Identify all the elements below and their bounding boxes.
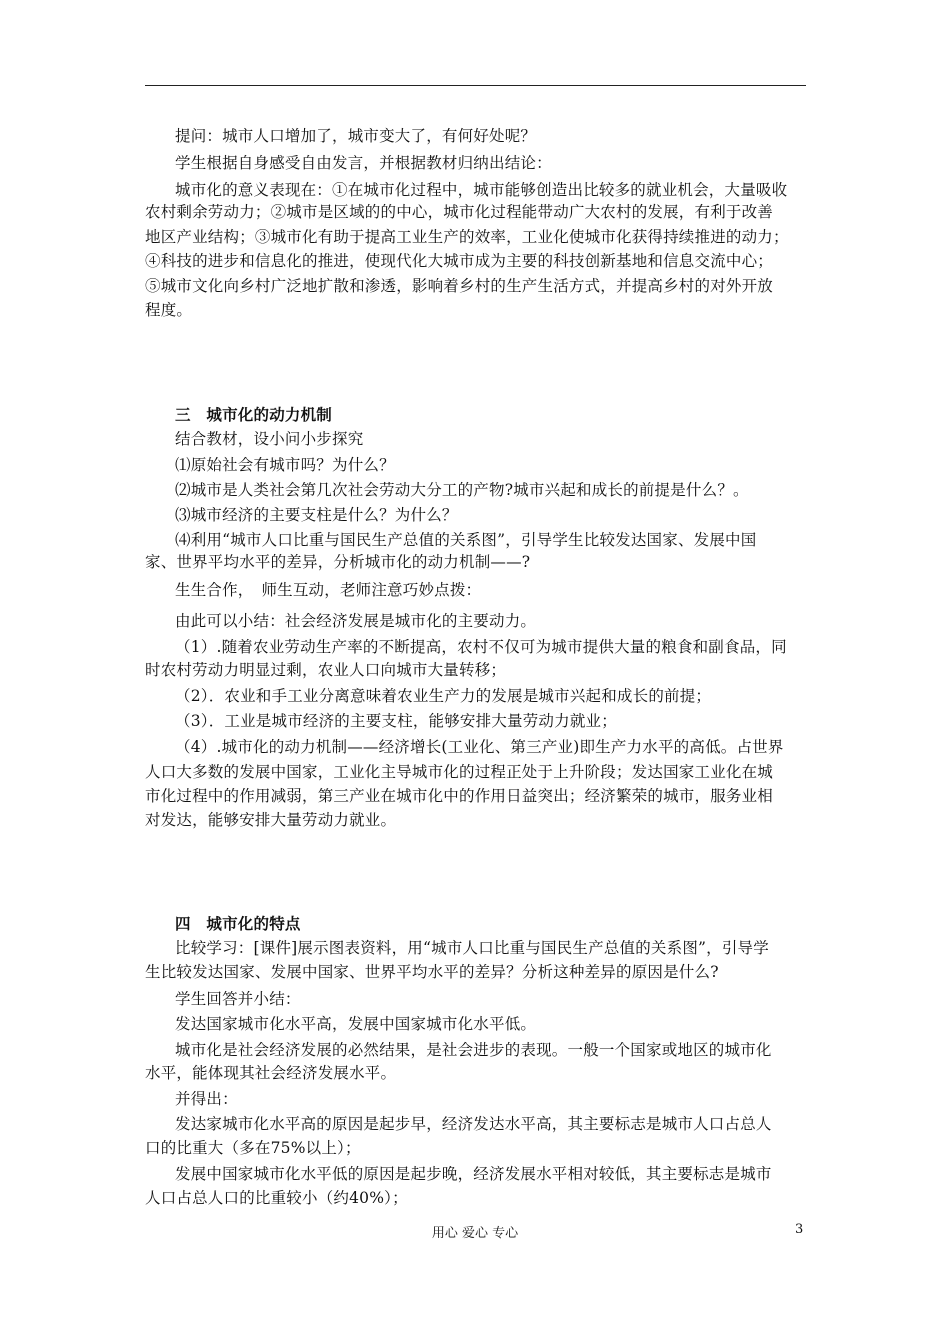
- page-footer: 用心 爱心 专心: [431, 1226, 519, 1241]
- paragraph-line: （4）.城市化的动力机制——经济增长(工业化、第三产业)即生产力水平的高低。占世界: [175, 738, 784, 756]
- paragraph-line: 生比较发达国家、发展中国家、世界平均水平的差异？分析这种差异的原因是什么?: [145, 963, 719, 981]
- paragraph-line: ⑵城市是人类社会第几次社会劳动大分工的产物?城市兴起和成长的前提是什么？。: [175, 481, 749, 499]
- paragraph-line: 发达国家城市化水平高，发展中国家城市化水平低。: [175, 1015, 537, 1033]
- paragraph-line: 家、世界平均水平的差异，分析城市化的动力机制——?: [145, 553, 531, 571]
- paragraph-line: 生生合作， 师生互动，老师注意巧妙点拨：: [175, 581, 482, 599]
- paragraph-line: （2）．农业和手工业分离意味着农业生产力的发展是城市兴起和成长的前提；: [175, 687, 712, 705]
- paragraph-line: 农村剩余劳动力；②城市是区域的的中心，城市化过程能带动广大农村的发展，有利于改善: [145, 203, 774, 221]
- paragraph-line: ⑴原始社会有城市吗？为什么？: [175, 456, 395, 474]
- paragraph-line: 地区产业结构；③城市化有助于提高工业生产的效率，工业化使城市化获得持续推进的动力；: [145, 228, 789, 246]
- paragraph-line: 提问：城市人口增加了，城市变大了，有何好处呢？: [175, 127, 537, 145]
- paragraph-line: 水平，能体现其社会经济发展水平。: [145, 1064, 397, 1082]
- paragraph-line: 发展中国家城市化水平低的原因是起步晚，经济发展水平相对较低，其主要标志是城市: [175, 1165, 772, 1183]
- paragraph-line: 口的比重大（多在75%以上）；: [145, 1139, 361, 1157]
- paragraph-line: 程度。: [145, 301, 193, 319]
- paragraph-line: 学生根据自身感受自由发言，并根据教材归纳出结论：: [175, 154, 552, 172]
- section-heading: 三 城市化的动力机制: [175, 405, 333, 424]
- paragraph-line: 市化过程中的作用减弱，第三产业在城市化中的作用日益突出；经济繁荣的城市，服务业相: [145, 787, 774, 805]
- paragraph-line: 时农村劳动力明显过剩，农业人口向城市大量转移；: [145, 661, 507, 679]
- paragraph-line: （3）．工业是城市经济的主要支柱，能够安排大量劳动力就业；: [175, 712, 617, 730]
- header-rule: [145, 85, 806, 86]
- paragraph-line: 发达家城市化水平高的原因是起步早，经济发达水平高，其主要标志是城市人口占总人: [175, 1115, 772, 1133]
- paragraph-line: ⑶城市经济的主要支柱是什么？为什么？: [175, 506, 458, 524]
- paragraph-line: 城市化的意义表现在：①在城市化过程中，城市能够创造出比较多的就业机会，大量吸收: [175, 181, 788, 199]
- paragraph-line: 结合教材，设小问小步探究: [175, 430, 364, 448]
- paragraph-line: 对发达，能够安排大量劳动力就业。: [145, 811, 397, 829]
- paragraph-line: ⑤城市文化向乡村广泛地扩散和渗透，影响着乡村的生产生活方式，并提高乡村的对外开放: [145, 277, 774, 295]
- paragraph-line: 人口占总人口的比重较小（约40%）；: [145, 1189, 408, 1207]
- paragraph-line: 由此可以小结：社会经济发展是城市化的主要动力。: [175, 612, 537, 630]
- paragraph-line: ⑷利用“城市人口比重与国民生产总值的关系图”，引导学生比较发达国家、发展中国: [175, 531, 757, 549]
- paragraph-line: 学生回答并小结：: [175, 990, 301, 1008]
- page-number: 3: [795, 1222, 804, 1237]
- section-heading: 四 城市化的特点: [175, 914, 301, 933]
- paragraph-line: 并得出：: [175, 1090, 238, 1108]
- paragraph-line: 城市化是社会经济发展的必然结果，是社会进步的表现。一般一个国家或地区的城市化: [175, 1041, 772, 1059]
- paragraph-line: ④科技的进步和信息化的推进，使现代化大城市成为主要的科技创新基地和信息交流中心；: [145, 252, 774, 270]
- paragraph-line: 人口大多数的发展中国家，工业化主导城市化的过程正处于上升阶段；发达国家工业化在城: [145, 763, 774, 781]
- paragraph-line: （1）.随着农业劳动生产率的不断提高，农村不仅可为城市提供大量的粮食和副食品，同: [175, 638, 787, 656]
- paragraph-line: 比较学习：[课件]展示图表资料，用“城市人口比重与国民生产总值的关系图”，引导学: [175, 939, 769, 957]
